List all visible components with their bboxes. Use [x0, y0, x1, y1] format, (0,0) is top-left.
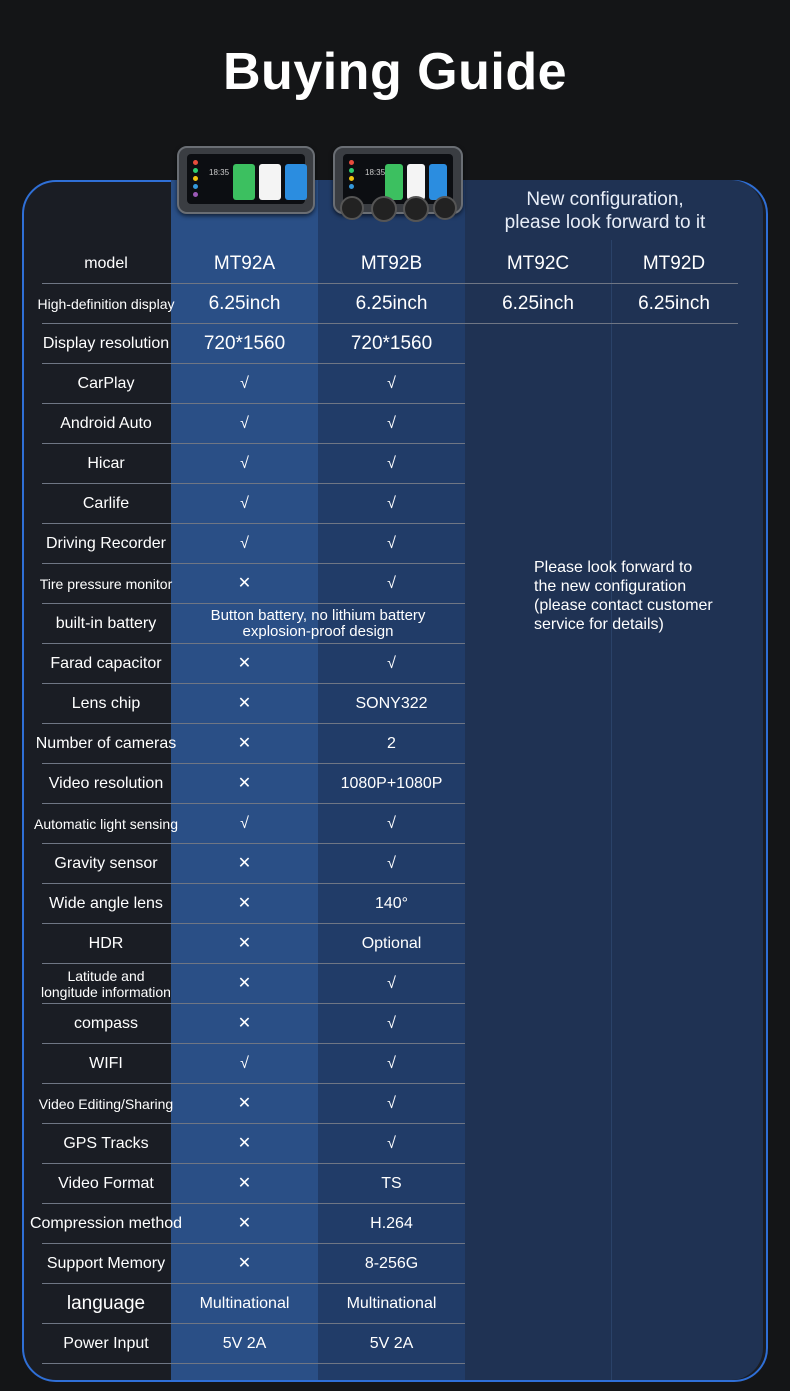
- table-row: [42, 924, 738, 964]
- value-cell-a: ✕: [237, 1255, 252, 1272]
- value-cell-a: ✕: [237, 1135, 252, 1152]
- value-cell-b: √: [387, 815, 396, 832]
- value-cell-b: √: [387, 655, 396, 672]
- value-cell-a: 6.25inch: [208, 293, 281, 314]
- row-label: compass: [73, 1015, 139, 1032]
- table-row: [42, 1324, 738, 1364]
- table-row: [42, 764, 738, 804]
- value-cell-a: ✕: [237, 575, 252, 592]
- row-label: Video Editing/Sharing: [38, 1096, 174, 1112]
- table-row: [42, 1124, 738, 1164]
- value-cell-b: √: [387, 495, 396, 512]
- value-cell-d: MT92D: [642, 253, 706, 274]
- value-cell-a: √: [240, 535, 249, 552]
- row-label: WIFI: [89, 1055, 123, 1072]
- row-label: Wide angle lens: [49, 895, 163, 912]
- table-row: [42, 1004, 738, 1044]
- value-cell-a: √: [240, 815, 249, 832]
- row-label: Latitude and longitude information: [41, 968, 171, 1000]
- value-cell-b: √: [387, 1015, 396, 1032]
- row-label: Android Auto: [60, 415, 152, 432]
- row-label: Compression method: [29, 1215, 183, 1232]
- row-label: Lens chip: [71, 695, 141, 712]
- value-cell-b: √: [387, 575, 396, 592]
- table-row: [42, 324, 738, 364]
- device-image-mt92a: [177, 146, 315, 214]
- value-cell-a: √: [240, 495, 249, 512]
- value-cell-b: √: [387, 1055, 396, 1072]
- table-row: [42, 884, 738, 924]
- camera-image: [340, 196, 364, 220]
- camera-image: [371, 196, 397, 222]
- new-config-header: New configuration, please look forward to it: [504, 189, 706, 233]
- device-clock: 18:35: [209, 168, 230, 177]
- value-cell-b: H.264: [370, 1215, 413, 1232]
- row-label: CarPlay: [77, 375, 135, 392]
- value-cell-b: 8-256G: [364, 1255, 419, 1272]
- value-cell-b: √: [387, 975, 396, 992]
- row-label: Driving Recorder: [45, 535, 167, 552]
- value-cell-a: ✕: [237, 655, 252, 672]
- value-cell-a: ✕: [237, 895, 252, 912]
- table-row: [34, 804, 738, 844]
- value-cell-c: MT92C: [506, 253, 570, 274]
- table-row: [42, 244, 738, 284]
- value-cell-b: √: [387, 1095, 396, 1112]
- row-label: High-definition display: [37, 296, 175, 312]
- table-row: [42, 1244, 738, 1284]
- value-cell-b: 1080P+1080P: [340, 775, 443, 792]
- future-config-note: Please look forward to the new configuration (please contact customer service for details): [534, 559, 713, 633]
- row-label: Number of cameras: [35, 735, 177, 752]
- value-cell-a: 5V 2A: [222, 1335, 267, 1352]
- value-cell-a: √: [240, 415, 249, 432]
- page-title: Buying Guide: [223, 43, 567, 101]
- camera-image: [403, 196, 429, 222]
- value-cell-b: 720*1560: [350, 333, 433, 354]
- value-cell-a: 720*1560: [203, 333, 286, 354]
- row-label: Hicar: [87, 455, 125, 472]
- row-label: Display resolution: [42, 335, 170, 352]
- row-label: Carlife: [82, 495, 130, 512]
- merged-value-cell: Button battery, no lithium battery explosion-proof design: [210, 607, 426, 640]
- value-cell-a: ✕: [237, 1015, 252, 1032]
- value-cell-c: 6.25inch: [502, 293, 574, 314]
- table-row: [42, 964, 738, 1004]
- value-cell-a: √: [240, 1055, 249, 1072]
- row-label: Gravity sensor: [54, 855, 158, 872]
- value-cell-a: Multinational: [199, 1295, 290, 1312]
- table-row: [42, 1284, 738, 1324]
- value-cell-a: ✕: [237, 855, 252, 872]
- row-label: Support Memory: [46, 1255, 166, 1272]
- table-row: [35, 724, 738, 764]
- row-label: model: [84, 255, 128, 272]
- row-label: built-in battery: [55, 615, 157, 632]
- value-cell-a: ✕: [237, 775, 252, 792]
- row-label: language: [66, 1293, 146, 1314]
- table-row: [29, 1204, 738, 1244]
- value-cell-b: 140°: [374, 895, 409, 912]
- value-cell-a: √: [240, 455, 249, 472]
- value-cell-b: 2: [387, 735, 396, 752]
- device-clock: 18:35: [365, 168, 386, 177]
- value-cell-b: √: [387, 415, 396, 432]
- table-row: [42, 484, 738, 524]
- value-cell-b: Optional: [361, 935, 422, 952]
- value-cell-a: ✕: [237, 935, 252, 952]
- value-cell-b: SONY322: [355, 695, 428, 712]
- value-cell-b: 6.25inch: [355, 293, 428, 314]
- value-cell-b: √: [387, 855, 396, 872]
- row-label: Power Input: [63, 1335, 149, 1352]
- row-label: Farad capacitor: [50, 655, 162, 672]
- value-cell-d: 6.25inch: [638, 293, 710, 314]
- row-label: Automatic light sensing: [34, 816, 178, 832]
- value-cell-b: √: [387, 375, 396, 392]
- table-row: [38, 1084, 738, 1124]
- row-label: Tire pressure monitor: [39, 576, 173, 592]
- value-cell-b: MT92B: [360, 253, 423, 274]
- value-cell-b: √: [387, 455, 396, 472]
- value-cell-b: 5V 2A: [369, 1335, 414, 1352]
- row-label: Video resolution: [48, 775, 164, 792]
- row-label: HDR: [88, 935, 124, 952]
- value-cell-a: MT92A: [213, 253, 276, 274]
- table-row: [42, 404, 738, 444]
- value-cell-b: √: [387, 1135, 396, 1152]
- value-cell-a: ✕: [237, 1095, 252, 1112]
- value-cell-a: ✕: [237, 735, 252, 752]
- table-row: [42, 1164, 738, 1204]
- table-row: [42, 684, 738, 724]
- row-label: Video Format: [58, 1175, 154, 1192]
- value-cell-b: √: [387, 535, 396, 552]
- table-row: [42, 1044, 738, 1084]
- row-label: GPS Tracks: [63, 1135, 149, 1152]
- value-cell-a: ✕: [237, 1215, 252, 1232]
- value-cell-b: Multinational: [346, 1295, 437, 1312]
- table-row: [42, 444, 738, 484]
- table-row: [42, 844, 738, 884]
- camera-image: [433, 196, 457, 220]
- table-row: [37, 284, 738, 324]
- table-row: [42, 364, 738, 404]
- value-cell-a: ✕: [237, 975, 252, 992]
- value-cell-a: √: [240, 375, 249, 392]
- value-cell-a: ✕: [237, 695, 252, 712]
- value-cell-a: ✕: [237, 1175, 252, 1192]
- value-cell-b: TS: [381, 1175, 402, 1192]
- table-row: [42, 644, 738, 684]
